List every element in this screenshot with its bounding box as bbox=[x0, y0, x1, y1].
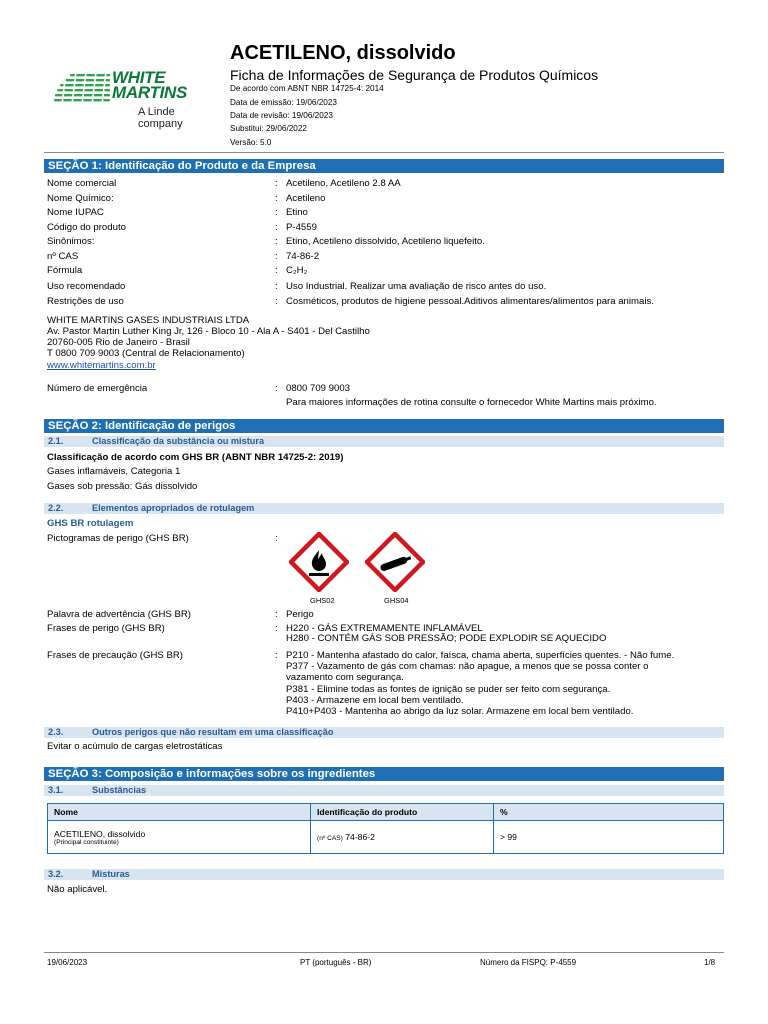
footer-language: PT (português - BR) bbox=[300, 958, 372, 967]
signal-word-row: Palavra de advertência (GHS BR) : Perigo bbox=[47, 609, 314, 620]
company-website-link[interactable]: www.whitemartins.com.br bbox=[47, 360, 156, 371]
field-row: Nome Químico: : Acetileno bbox=[47, 193, 326, 204]
pictogram-code: GHS04 bbox=[384, 596, 409, 605]
precaution-statement: P403 - Armazene em local bem ventilado. bbox=[286, 695, 464, 706]
subsection-3-2 bbox=[44, 869, 724, 880]
field-label: Código do produto bbox=[47, 222, 126, 233]
precaution-statement: P377 - Vazamento de gás com chamas: não apague, a menos que se possa conter o bbox=[286, 661, 649, 672]
pictogram-label: Pictogramas de perigo (GHS BR) bbox=[47, 533, 189, 544]
column-header: Nome bbox=[48, 804, 311, 821]
meta-supersedes: Substitui: 29/06/2022 bbox=[230, 124, 307, 133]
logo-line2: MARTINS bbox=[112, 83, 188, 102]
substance-note: (Principal constituinte) bbox=[54, 838, 119, 846]
field-value: Cosméticos, produtos de higiene pessoal.Aditivos alimentares/alimentos para animais. bbox=[286, 296, 654, 307]
field-value: Etino bbox=[286, 207, 308, 218]
identifier-cell bbox=[311, 821, 494, 854]
field-row: nº CAS : 74-86-2 bbox=[47, 251, 320, 262]
field-label: nº CAS bbox=[47, 251, 79, 262]
field-row: Sinônimos: : Etino, Acetileno dissolvido, Acetileno liquefeito. bbox=[47, 236, 485, 247]
footer-divider bbox=[44, 952, 724, 953]
field-value: Acetileno, Acetileno 2.8 AA bbox=[286, 178, 401, 189]
company-phone: T 0800 709 9003 (Central de Relacionamento) bbox=[47, 348, 245, 359]
subsection-title: Classificação da substância ou mistura bbox=[92, 436, 265, 446]
subsection-number: 2.2. bbox=[48, 503, 64, 513]
subsection-2-1 bbox=[44, 436, 724, 447]
subsection-3-1 bbox=[44, 785, 724, 796]
gas-cylinder-pictogram-icon bbox=[365, 532, 425, 592]
classification-item: Gases sob pressão: Gás dissolvido bbox=[47, 481, 198, 492]
field-label: Sinônimos: bbox=[47, 236, 95, 247]
classification-heading: Classificação de acordo com GHS BR (ABNT NBR 14725-2: 2019) bbox=[47, 452, 344, 463]
document-title: ACETILENO, dissolvido bbox=[230, 42, 456, 64]
mixtures-text: Não aplicável. bbox=[47, 884, 108, 895]
ghs-label-heading: GHS BR rotulagem bbox=[47, 518, 134, 529]
table-row bbox=[48, 821, 724, 854]
field-row: Fórmula : C₂H₂ bbox=[47, 265, 308, 276]
hazard-statement: H220 - GÁS EXTREMAMENTE INFLAMÁVEL bbox=[286, 623, 483, 634]
field-label: Uso recomendado bbox=[47, 281, 126, 292]
field-value: Acetileno bbox=[286, 193, 326, 204]
field-row: Nome IUPAC : Etino bbox=[47, 207, 308, 218]
precaution-row: Frases de precaução (GHS BR) : P210 - Mantenha afastado do calor, faísca, chama aberta, superfícies quentes. - Não fume. bbox=[47, 650, 675, 661]
subsection-title: Substâncias bbox=[92, 785, 147, 795]
classification-item: Gases inflamáveis, Categoria 1 bbox=[47, 466, 181, 477]
header-divider bbox=[44, 152, 724, 153]
precaution-statement: vazamento com segurança. bbox=[286, 672, 404, 683]
hazard-row: Frases de perigo (GHS BR) : H220 - GÁS EXTREMAMENTE INFLAMÁVEL bbox=[47, 623, 483, 634]
logo-tagline: A Linde company bbox=[138, 106, 183, 130]
field-row: Nome comercial : Acetileno, Acetileno 2.8 AA bbox=[47, 178, 401, 189]
footer-page-number: 1/8 bbox=[704, 958, 716, 967]
field-value: 74-86-2 bbox=[286, 251, 320, 262]
precaution-label: Frases de precaução (GHS BR) bbox=[47, 650, 183, 661]
field-label: Nome IUPAC bbox=[47, 207, 104, 218]
emergency-label: Número de emergência bbox=[47, 383, 148, 394]
identifier-prefix: (nº CAS) bbox=[317, 835, 343, 842]
percent-cell: > 99 bbox=[494, 821, 724, 854]
section-1-header: SEÇÃO 1: Identificação do Produto e da Empresa bbox=[44, 159, 724, 173]
subsection-2-3 bbox=[44, 727, 724, 738]
pictogram-row: Pictogramas de perigo (GHS BR) : bbox=[47, 533, 278, 544]
field-value: Etino, Acetileno dissolvido, Acetileno liquefeito. bbox=[286, 236, 485, 247]
substance-cell bbox=[48, 821, 311, 854]
substance-name: ACETILENO, dissolvido bbox=[54, 828, 146, 839]
field-label: Fórmula bbox=[47, 265, 83, 276]
precaution-statement: P410+P403 - Mantenha ao abrigo da luz solar. Armazene em local bem ventilado. bbox=[286, 706, 634, 717]
signal-word-value: Perigo bbox=[286, 609, 314, 620]
logo-stripes-icon bbox=[52, 72, 112, 104]
logo-line1: WHITE bbox=[112, 68, 166, 87]
emergency-note: Para maiores informações de rotina consulte o fornecedor White Martins mais próximo. bbox=[286, 397, 657, 408]
meta-issue-date: Data de emissão: 19/06/2023 bbox=[230, 98, 337, 107]
subsection-title: Elementos apropriados de rotulagem bbox=[92, 503, 255, 513]
field-value: C₂H₂ bbox=[286, 265, 308, 276]
meta-standard: De acordo com ABNT NBR 14725-4: 2014 bbox=[230, 84, 384, 93]
subsection-number: 3.1. bbox=[48, 785, 64, 795]
field-label: Nome comercial bbox=[47, 178, 117, 189]
footer-fispq-number: Número da FISPQ: P-4559 bbox=[480, 958, 577, 967]
column-header: % bbox=[494, 804, 724, 821]
emergency-row: Número de emergência : 0800 709 9003 bbox=[47, 383, 351, 394]
subsection-number: 2.3. bbox=[48, 727, 64, 737]
company-city: 20760-005 Rio de Janeiro - Brasil bbox=[47, 337, 190, 348]
section-3-header: SEÇÃO 3: Composição e informações sobre os ingredientes bbox=[44, 767, 724, 781]
hazard-label: Frases de perigo (GHS BR) bbox=[47, 623, 165, 634]
subsection-number: 3.2. bbox=[48, 869, 64, 879]
field-label: Restrições de uso bbox=[47, 296, 124, 307]
field-value: Uso Industrial. Realizar uma avaliação de risco antes do uso. bbox=[286, 281, 547, 292]
meta-revision-date: Data de revisão: 19/06/2023 bbox=[230, 111, 333, 120]
subsection-number: 2.1. bbox=[48, 436, 64, 446]
precaution-statement: P381 - Elimine todas as fontes de ignição se puder ser feito com segurança. bbox=[286, 684, 611, 695]
company-address: Av. Pastor Martin Luther King Jr, 126 - Bloco 10 - Ala A - S401 - Del Castilho bbox=[47, 326, 370, 337]
field-label: Nome Químico: bbox=[47, 193, 114, 204]
subsection-title: Misturas bbox=[92, 869, 130, 879]
meta-version: Versão: 5.0 bbox=[230, 138, 272, 147]
hazard-statement: H280 - CONTÉM GÁS SOB PRESSÃO; PODE EXPLODIR SE AQUECIDO bbox=[286, 633, 607, 644]
section-2-header: SEÇÃO 2: Identificação de perigos bbox=[44, 419, 724, 433]
signal-word-label: Palavra de advertência (GHS BR) bbox=[47, 609, 191, 620]
subsection-title: Outros perigos que não resultam em uma classificação bbox=[92, 727, 334, 737]
company-logo bbox=[52, 68, 222, 130]
field-value: P-4559 bbox=[286, 222, 317, 233]
company-name: WHITE MARTINS GASES INDUSTRIAIS LTDA bbox=[47, 315, 250, 326]
footer-date: 19/06/2023 bbox=[47, 958, 88, 967]
other-hazards-text: Evitar o acúmulo de cargas eletrostáticas bbox=[47, 741, 223, 752]
column-header: Identificação do produto bbox=[311, 804, 494, 821]
field-row: Uso recomendado : Uso Industrial. Realizar uma avaliação de risco antes do uso. bbox=[47, 281, 547, 292]
subsection-2-2 bbox=[44, 503, 724, 514]
precaution-statement: P210 - Mantenha afastado do calor, faísca, chama aberta, superfícies quentes. - Não fume. bbox=[286, 650, 675, 661]
logo-wordmark bbox=[112, 70, 187, 100]
identifier-value: 74-86-2 bbox=[345, 832, 375, 842]
field-row: Restrições de uso : Cosméticos, produtos de higiene pessoal.Aditivos alimentares/alimentos para animais. bbox=[47, 296, 654, 307]
pictogram-code: GHS02 bbox=[310, 596, 335, 605]
table-header-row bbox=[48, 804, 724, 821]
document-subtitle: Ficha de Informações de Segurança de Produtos Químicos bbox=[230, 67, 599, 83]
field-row: Código do produto : P-4559 bbox=[47, 222, 317, 233]
flame-pictogram-icon bbox=[289, 532, 349, 592]
emergency-phone: 0800 709 9003 bbox=[286, 383, 351, 394]
composition-table bbox=[47, 803, 724, 854]
